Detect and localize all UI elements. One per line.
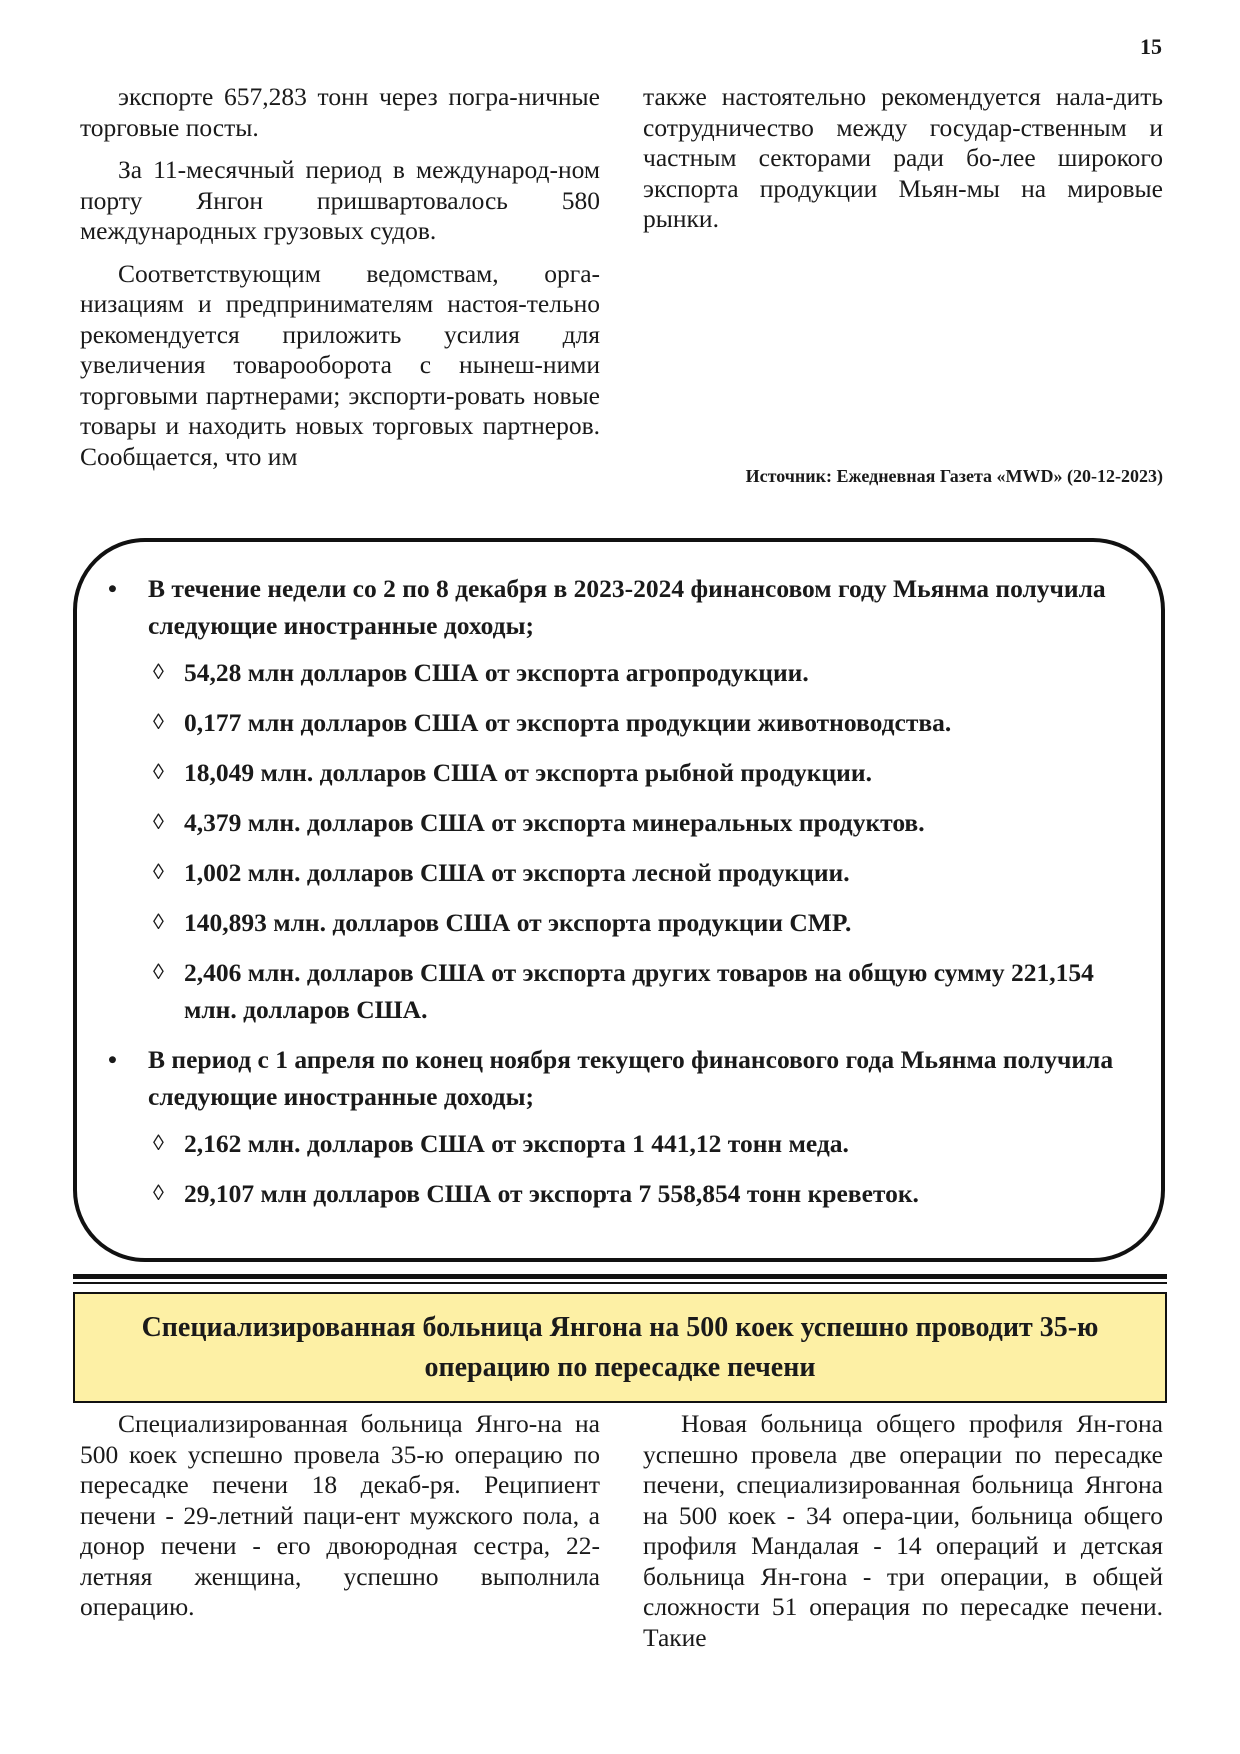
income-item bbox=[100, 854, 1140, 891]
income-item bbox=[100, 704, 1140, 741]
income-item-text: 2,406 млн. долларов США от экспорта других товаров на общую сумму 221,154 млн. долларов США. bbox=[184, 958, 1094, 1024]
top-article-right-column bbox=[643, 82, 1163, 247]
diamond-outline-icon: ◊ bbox=[153, 809, 164, 834]
income-item bbox=[100, 904, 1140, 941]
paragraph: Специализированная больница Янго-на на 500 коек успешно провела 35-ю операцию по пересадке печени 18 декаб-ря. Реципиент печени - 29-летний паци-ент мужского пола, а донор печени - его двоюродная сестра, 22-летняя женщина, успешно выполнила операцию. bbox=[80, 1409, 600, 1621]
page-number: 15 bbox=[1140, 34, 1162, 59]
diamond-outline-icon: ◊ bbox=[153, 859, 164, 884]
income-item-text: 0,177 млн долларов США от экспорта продукции животноводства. bbox=[184, 708, 952, 737]
bullet-dot-icon: • bbox=[108, 574, 117, 603]
diamond-outline-icon: ◊ bbox=[153, 659, 164, 684]
income-item-text: 54,28 млн долларов США от экспорта агропродукции. bbox=[184, 658, 809, 687]
income-bullet bbox=[100, 1041, 1140, 1115]
income-item bbox=[100, 1125, 1140, 1162]
article-headline bbox=[73, 1292, 1167, 1403]
section-divider-thick bbox=[73, 1274, 1167, 1279]
income-item-text: 29,107 млн долларов США от экспорта 7 558,854 тонн креветок. bbox=[184, 1179, 919, 1208]
diamond-outline-icon: ◊ bbox=[153, 709, 164, 734]
diamond-outline-icon: ◊ bbox=[153, 909, 164, 934]
top-article-left-column bbox=[80, 82, 600, 484]
diamond-outline-icon: ◊ bbox=[153, 959, 164, 984]
income-item-text: 1,002 млн. долларов США от экспорта лесной продукции. bbox=[184, 858, 850, 887]
income-item bbox=[100, 654, 1140, 691]
bottom-article-left-column bbox=[80, 1409, 600, 1635]
paragraph: Новая больница общего профиля Ян-гона успешно провела две операции по пересадке печени, специализированная больница Янгона на 500 коек - 34 опера-ции, больница общего профиля Мандалая - 14 операций и детская больница Ян-гона - три операции, в общей сложности 51 операция по пересадке печени. Такие bbox=[643, 1409, 1163, 1652]
income-item bbox=[100, 1175, 1140, 1212]
paragraph: Соответствующим ведомствам, орга-низациям и предпринимателям настоя-тельно рекомендуется приложить усилия для увеличения товарооборота с нынеш-ними торговыми партнерами; экспорти-ровать новые товары и находить новых торговых партнеров. Сообщается, что им bbox=[80, 258, 600, 471]
income-item-text: 4,379 млн. долларов США от экспорта минеральных продуктов. bbox=[184, 808, 925, 837]
paragraph: экспорте 657,283 тонн через погра-ничные торговые посты. bbox=[80, 82, 600, 142]
income-item bbox=[100, 754, 1140, 791]
bullet-text: В течение недели со 2 по 8 декабря в 2023-2024 финансовом году Мьянма получила следующие иностранные доходы; bbox=[148, 574, 1106, 640]
income-item bbox=[100, 954, 1140, 1028]
bullet-text: В период с 1 апреля по конец ноября текущего финансового года Мьянма получила следующие иностранные доходы; bbox=[148, 1045, 1114, 1111]
bottom-article-right-column bbox=[643, 1409, 1163, 1665]
diamond-outline-icon: ◊ bbox=[153, 1130, 164, 1155]
headline-text: Специализированная больница Янгона на 500 коек успешно проводит 35-ю операцию по пересадке печени bbox=[141, 1311, 1099, 1383]
section-divider-thin bbox=[73, 1282, 1167, 1284]
income-item-text: 2,162 млн. долларов США от экспорта 1 441,12 тонн меда. bbox=[184, 1129, 849, 1158]
income-bullet bbox=[100, 570, 1140, 644]
bullet-dot-icon: • bbox=[108, 1045, 117, 1074]
paragraph: За 11-месячный период в международ-ном порту Янгон пришвартовалось 580 международных грузовых судов. bbox=[80, 155, 600, 245]
income-item bbox=[100, 804, 1140, 841]
income-box bbox=[100, 570, 1140, 1225]
diamond-outline-icon: ◊ bbox=[153, 1180, 164, 1205]
diamond-outline-icon: ◊ bbox=[153, 759, 164, 784]
source-citation: Источник: Ежедневная Газета «MWD» (20-12-2023) bbox=[745, 466, 1163, 486]
income-item-text: 140,893 млн. долларов США от экспорта продукции CMP. bbox=[184, 908, 852, 937]
paragraph: также настоятельно рекомендуется нала-дить сотрудничество между государ-ственным и частным секторами ради бо-лее широкого экспорта продукции Мьян-мы на мировые рынки. bbox=[643, 82, 1163, 233]
income-item-text: 18,049 млн. долларов США от экспорта рыбной продукции. bbox=[184, 758, 872, 787]
